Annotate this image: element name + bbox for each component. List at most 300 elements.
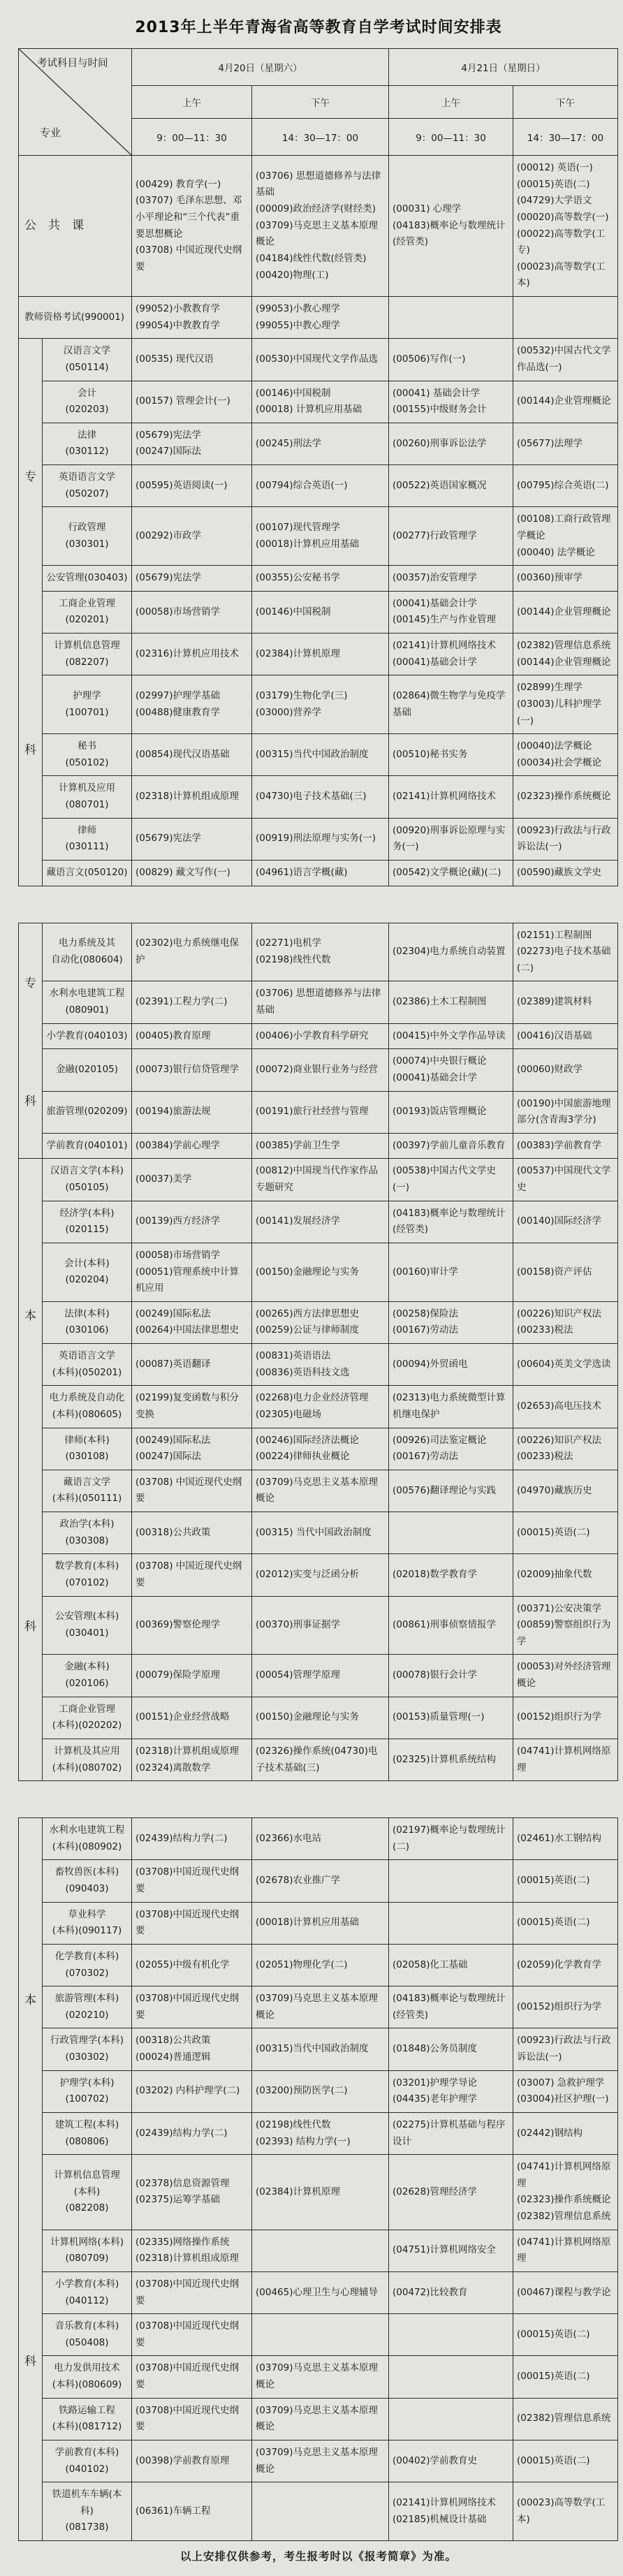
course-cell <box>513 1049 618 1091</box>
course-entry: (03179)生物化学(三) <box>256 690 348 702</box>
course-cell <box>513 1596 618 1655</box>
course-cell <box>252 1428 389 1470</box>
course-cell <box>389 2271 513 2313</box>
course-cell <box>252 1554 389 1596</box>
major-cell <box>43 1655 132 1697</box>
course-entry: (02382)管理信息系统 <box>517 640 611 651</box>
course-entry: (02326)操作系统(04730)电子技术基础(三) <box>256 1745 378 1773</box>
course-entry: (00812)中国现当代作家作品专题研究 <box>256 1165 378 1193</box>
exam-row <box>19 1133 618 1159</box>
course-entry: (02335)网络操作系统 <box>135 2236 230 2248</box>
major-cell <box>43 1201 132 1243</box>
course-entry: (00355)公安秘书学 <box>256 572 340 584</box>
course-cell <box>252 734 389 776</box>
course-entry: (03708) 中国近现代史纲要 <box>135 1560 242 1588</box>
course-entry: (02318)计算机组成原理 <box>135 2253 239 2264</box>
exam-row <box>19 2271 618 2313</box>
course-cell <box>389 2356 513 2398</box>
course-entry: (02461)水工钢结构 <box>517 1832 601 1844</box>
exam-row <box>19 2356 618 2398</box>
course-cell <box>132 1344 252 1386</box>
course-cell <box>513 1818 618 1860</box>
course-cell <box>513 1091 618 1133</box>
course-cell <box>132 1986 252 2028</box>
major-cell <box>43 2482 132 2541</box>
course-entry: (00538)中国古代文学史(一) <box>393 1165 496 1193</box>
course-entry: (02323)操作系统概论 <box>517 2194 611 2206</box>
course-cell <box>252 1860 389 1902</box>
section-label-char: 科 <box>24 743 36 758</box>
course-entry: (00859)警察组织行为学 <box>517 1619 611 1647</box>
course-entry: (02318)计算机组成原理 <box>135 791 239 803</box>
corner-label-subject-time: 考试科目与时间 <box>37 58 108 69</box>
major-name-line: (030112) <box>65 446 109 458</box>
course-entry: (00247)国际法 <box>135 446 201 458</box>
exam-row <box>19 981 618 1023</box>
course-cell <box>513 981 618 1023</box>
major-name-line: 政治学(本科) <box>59 1518 115 1530</box>
course-entry: (00139)西方经济学 <box>135 1215 220 1227</box>
course-cell <box>513 156 618 297</box>
course-entry: (00167)劳动法 <box>393 1451 458 1463</box>
course-cell <box>389 1049 513 1091</box>
section-label-chars <box>19 923 42 1159</box>
course-entry: (00226)知识产权法 <box>517 1308 601 1319</box>
major-name-line: (020203) <box>65 404 109 416</box>
course-entry: (00054)管理学原理 <box>256 1669 340 1681</box>
major-name-line: 旅游管理(020209) <box>46 1106 128 1118</box>
major-name-line: 计算机网络(本科) <box>50 2236 124 2248</box>
course-entry: (02268)电力企业经济管理 <box>256 1392 369 1404</box>
exam-row <box>19 675 618 734</box>
course-entry: (00155)中级财务会计 <box>393 404 487 416</box>
course-entry: (06361)车辆工程 <box>135 2505 211 2517</box>
section-label-chars <box>19 1818 42 2540</box>
course-entry: (02384)计算机原理 <box>256 647 340 659</box>
course-cell <box>513 1470 618 1512</box>
exam-row <box>19 860 618 886</box>
course-entry: (00031) 心理学 <box>393 203 462 215</box>
course-entry: (00024)普通逻辑 <box>135 2051 211 2063</box>
course-entry: (02391)工程力学(二) <box>135 996 228 1008</box>
exam-row <box>19 1344 618 1386</box>
major-name-line: (050207) <box>65 488 109 499</box>
course-entry: (00506)写作(一) <box>393 353 466 365</box>
exam-row <box>19 1049 618 1091</box>
course-cell <box>132 591 252 633</box>
major-name-line: 公安管理(030403) <box>46 572 128 584</box>
course-entry: (00041)基础会计学 <box>393 1071 477 1083</box>
major-name-line: (020204) <box>65 1274 109 1286</box>
exam-row <box>19 591 618 633</box>
course-cell <box>389 1133 513 1159</box>
course-cell <box>513 297 618 339</box>
major-cell <box>43 1133 132 1159</box>
course-cell <box>389 776 513 818</box>
course-entry: (02275)计算机基础与程序设计 <box>393 2118 506 2147</box>
course-cell <box>513 591 618 633</box>
course-entry: (00385)学前卫生学 <box>256 1139 340 1151</box>
course-cell <box>513 818 618 860</box>
course-entry: (03709)马克思主义基本原理概论 <box>256 219 378 248</box>
course-cell <box>389 1512 513 1554</box>
course-cell <box>132 1739 252 1780</box>
course-cell <box>132 818 252 860</box>
course-entry: (00249)国际私法 <box>135 1434 211 1446</box>
course-entry: (03708)中国近现代史纲要 <box>135 2404 239 2433</box>
course-entry: (00072)商业银行业务与经营 <box>256 1064 378 1076</box>
course-cell <box>132 297 252 339</box>
major-name-line: (020106) <box>65 1678 109 1689</box>
course-entry: (00041)基础会计学 <box>393 656 477 668</box>
course-cell <box>252 339 389 381</box>
course-cell <box>513 2356 618 2398</box>
course-entry: (00420)物理(工) <box>256 269 329 281</box>
course-cell <box>252 634 389 675</box>
course-entry: (02439)结构力学(二) <box>135 2127 228 2139</box>
course-entry: (02678)农业推广学 <box>256 1875 340 1887</box>
major-name-line: (本科)(050111) <box>52 1493 122 1505</box>
course-entry: (02366)水电站 <box>256 1832 321 1844</box>
course-entry: (00152)组织行为学 <box>517 1711 601 1723</box>
major-name-line: 学前教育(040101) <box>46 1139 128 1151</box>
course-entry: (00383)学前教育学 <box>517 1139 601 1151</box>
major-cell <box>43 566 132 592</box>
course-entry: (00073)银行信贷管理学 <box>135 1064 239 1076</box>
course-entry: (00015)英语(二) <box>517 1526 590 1538</box>
course-cell <box>389 1596 513 1655</box>
course-cell <box>513 381 618 423</box>
course-cell <box>252 2398 389 2440</box>
course-cell <box>252 1655 389 1697</box>
major-cell <box>43 818 132 860</box>
exam-row <box>19 1697 618 1739</box>
course-entry: (00315)当代中国政治制度 <box>256 2043 369 2055</box>
exam-schedule-table-3 <box>18 1817 618 2541</box>
course-entry: (02313)电力系统微型计算机继电保护 <box>393 1392 506 1420</box>
course-entry: (02382)管理信息系统 <box>517 2211 611 2222</box>
course-cell <box>513 2155 618 2230</box>
course-cell <box>389 566 513 592</box>
course-entry: (02302)电力系统继电保护 <box>135 937 239 965</box>
major-name-line: 法律(本科) <box>64 1308 110 1319</box>
course-entry: (00318)公共政策 <box>135 1526 211 1538</box>
course-entry: (03707) 毛泽东思想、邓小平理论和“三个代表”重要思想概论 <box>135 195 242 240</box>
course-entry: (00141)发展经济学 <box>256 1215 340 1227</box>
course-cell <box>132 1554 252 1596</box>
course-entry: (03709)马克思主义基本原理概论 <box>256 2446 378 2475</box>
course-cell <box>252 465 389 507</box>
major-cell <box>43 1470 132 1512</box>
major-name-line: 铁道机车车辆(本科) <box>52 2489 122 2517</box>
course-entry: (02442)钢结构 <box>517 2127 582 2139</box>
exam-row <box>19 923 618 981</box>
course-entry: (00020)高等数学(一) <box>517 211 609 223</box>
exam-row <box>19 818 618 860</box>
course-entry: (99053)小教心理学 <box>256 303 340 314</box>
date-header-sat: 4月20日（星期六） <box>132 49 389 86</box>
course-entry: (03708)中国近现代史纲要 <box>135 1993 239 2021</box>
major-cell <box>43 1596 132 1655</box>
major-cell <box>43 2028 132 2070</box>
course-cell <box>252 1091 389 1133</box>
exam-row <box>19 507 618 566</box>
course-entry: (00247)国际法 <box>135 1451 201 1463</box>
course-cell <box>132 634 252 675</box>
course-cell <box>513 2230 618 2271</box>
exam-row <box>19 2112 618 2154</box>
course-entry: (02141)计算机网络技术 <box>393 2496 496 2508</box>
course-entry: (00224)律师执业概论 <box>256 1451 350 1463</box>
course-cell <box>389 1428 513 1470</box>
major-name-line: 数学教育(本科) <box>54 1560 119 1572</box>
major-name-line: (070102) <box>65 1576 109 1588</box>
exam-row <box>19 297 618 339</box>
course-cell <box>389 423 513 464</box>
course-cell <box>252 675 389 734</box>
course-entry: (02304)电力系统自动装置 <box>393 946 506 958</box>
course-entry: (03708)中国近现代史纲要 <box>135 1866 239 1894</box>
course-cell <box>252 566 389 592</box>
course-cell <box>513 1428 618 1470</box>
course-cell <box>132 381 252 423</box>
course-entry: (00923)行政法与行政诉讼法(一) <box>517 824 611 853</box>
course-cell <box>252 2356 389 2398</box>
course-entry: (00604)英美文学选读 <box>517 1358 611 1370</box>
course-entry: (00018)计算机应用基础 <box>256 1917 359 1929</box>
course-entry: (03708) 中国近现代史纲要 <box>135 1476 242 1505</box>
course-entry: (02323)操作系统概论 <box>517 791 611 803</box>
course-cell <box>132 1860 252 1902</box>
major-name-line: 行政管理学(本科) <box>50 2035 124 2047</box>
course-entry: (04741)计算机网络原理 <box>517 2236 611 2264</box>
major-name-line: 电力系统及其 <box>59 937 115 949</box>
exam-row <box>19 1596 618 1655</box>
course-entry: (00040) 法学概论 <box>517 546 595 558</box>
exam-row <box>19 1023 618 1049</box>
course-cell <box>389 1697 513 1739</box>
major-name-line: 水利水电建筑工程 <box>49 1824 125 1836</box>
course-cell <box>132 1091 252 1133</box>
course-entry: (03000)营养学 <box>256 706 321 718</box>
major-cell <box>43 981 132 1023</box>
exam-row <box>19 1301 618 1343</box>
major-cell <box>43 1944 132 1986</box>
course-cell <box>132 2440 252 2482</box>
course-entry: (04961)语言学概(藏) <box>256 866 348 878</box>
course-cell <box>389 860 513 886</box>
course-cell <box>513 566 618 592</box>
major-cell <box>43 1023 132 1049</box>
course-cell <box>513 1554 618 1596</box>
course-cell <box>513 1986 618 2028</box>
course-cell <box>252 1201 389 1243</box>
course-cell <box>513 2070 618 2112</box>
course-entry: (02009)抽象代数 <box>517 1569 592 1581</box>
course-entry: (00009)政治经济学(财经类) <box>256 203 376 215</box>
course-entry: (03003)儿科护理学(一) <box>517 698 601 726</box>
major-name-line: (080709) <box>65 2253 109 2264</box>
major-name-line: 藏语言文学 <box>63 1476 111 1488</box>
course-entry: (03708)中国近现代史纲要 <box>135 1908 239 1937</box>
course-entry: (02305)电磁场 <box>256 1408 321 1420</box>
time-header-pm: 14：30—17：00 <box>513 119 618 156</box>
course-entry: (00146)中国税制 <box>256 606 331 617</box>
course-cell <box>252 1697 389 1739</box>
course-entry: (02199)复变函数与积分变换 <box>135 1392 239 1420</box>
course-entry: (00015)英语(二) <box>517 2454 590 2466</box>
exam-row <box>19 1091 618 1133</box>
exam-row <box>19 339 618 381</box>
course-entry: (00465)心理卫生与心理辅导 <box>256 2286 378 2298</box>
course-cell <box>252 156 389 297</box>
course-entry: (04184)线性代数(经管类) <box>256 252 367 264</box>
major-name-line: 电力发供用技术 <box>54 2362 120 2374</box>
course-entry: (02382)管理信息系统 <box>517 2413 611 2424</box>
course-cell <box>389 1944 513 1986</box>
course-cell <box>513 1512 618 1554</box>
major-name-line: (本科) <box>73 2186 101 2197</box>
course-entry: (02141)计算机网络技术 <box>393 791 496 803</box>
session-header-pm: 下午 <box>513 86 618 119</box>
course-cell <box>513 2398 618 2440</box>
major-name-line: 藏语言文(050120) <box>46 866 128 878</box>
course-cell <box>389 675 513 734</box>
major-name-line: 畜牧兽医(本科) <box>54 1866 119 1878</box>
course-cell <box>132 1655 252 1697</box>
course-cell <box>389 2398 513 2440</box>
course-cell <box>389 1739 513 1780</box>
course-entry: (03200)预防医学(二) <box>256 2085 348 2097</box>
course-cell <box>389 1818 513 1860</box>
major-name-line: (030302) <box>65 2051 109 2063</box>
exam-row <box>19 1159 618 1201</box>
section-label <box>19 1159 43 1781</box>
exam-row <box>19 2314 618 2356</box>
course-cell <box>389 2028 513 2070</box>
major-cell <box>43 1344 132 1386</box>
course-entry: (04183)概率论与数理统计(经管类) <box>393 1993 506 2021</box>
course-entry: (00226)知识产权法 <box>517 1434 601 1446</box>
major-name-line: 水利水电建筑工程 <box>49 988 125 1000</box>
course-entry: (00429) 教育学(一) <box>135 178 221 190</box>
course-cell <box>252 860 389 886</box>
exam-row <box>19 1655 618 1697</box>
course-entry: (00233)税法 <box>517 1324 573 1336</box>
major-name-line: (040102) <box>65 2463 109 2475</box>
major-name-line: (020201) <box>65 614 109 626</box>
major-cell <box>43 2070 132 2112</box>
course-entry: (00144)企业管理概论 <box>517 395 611 407</box>
major-cell <box>43 1739 132 1780</box>
course-entry: (00060)财政学 <box>517 1064 582 1076</box>
exam-row <box>19 1470 618 1512</box>
major-cell <box>43 381 132 423</box>
course-entry: (00040)法学概论 <box>517 740 592 752</box>
course-entry: (00144)企业管理概论 <box>517 606 611 617</box>
major-name-line: 经济学(本科) <box>59 1207 115 1219</box>
course-cell <box>513 1301 618 1343</box>
course-entry: (00078)银行会计学 <box>393 1669 477 1681</box>
course-cell <box>252 2482 389 2541</box>
course-entry: (00265)西方法律思想史 <box>256 1308 359 1319</box>
course-cell <box>252 818 389 860</box>
course-entry: (00292)市政学 <box>135 529 201 541</box>
section-label-char: 专 <box>24 976 36 991</box>
course-entry: (02018)数学教育学 <box>393 1569 477 1581</box>
major-name-line: 汉语言文学 <box>63 345 111 357</box>
major-name-line: (本科)(081712) <box>52 2421 122 2433</box>
date-header-sun: 4月21日（星期日） <box>389 49 618 86</box>
course-entry: (00245)刑法学 <box>256 437 321 449</box>
course-cell <box>132 1023 252 1049</box>
session-header-pm: 下午 <box>252 86 389 119</box>
course-cell <box>389 981 513 1023</box>
course-cell <box>513 1243 618 1301</box>
course-cell <box>513 1386 618 1428</box>
course-cell <box>513 2482 618 2541</box>
course-entry: (00145)生产与作业管理 <box>393 614 496 626</box>
course-entry: (00037)美学 <box>135 1173 192 1185</box>
major-name-line: 会计 <box>78 387 96 399</box>
course-cell <box>389 381 513 423</box>
course-entry: (00260)刑事诉讼法学 <box>393 437 487 449</box>
course-entry: (04751)计算机网络安全 <box>393 2244 496 2256</box>
course-entry: (00041)基础会计学 <box>393 597 477 609</box>
course-entry: (00018) 计算机应用基础 <box>256 404 362 416</box>
course-entry: (02386)土木工程制图 <box>393 996 487 1008</box>
course-cell <box>132 2028 252 2070</box>
course-entry: (04970)藏族历史 <box>517 1484 592 1496</box>
course-entry: (00190)中国旅游地理部分(含青海3学分) <box>517 1097 611 1126</box>
course-cell <box>252 2230 389 2271</box>
course-cell <box>389 1023 513 1049</box>
course-entry: (00530)中国现代文学作品选 <box>256 353 378 365</box>
course-entry: (00015)英语(二) <box>517 2328 590 2340</box>
course-cell <box>132 566 252 592</box>
course-cell <box>513 1655 618 1697</box>
time-header-pm: 14：30—17：00 <box>252 119 389 156</box>
course-entry: (02012)实变与泛函分析 <box>256 1569 359 1581</box>
course-cell <box>252 2112 389 2154</box>
section-label-char: 科 <box>24 1620 36 1634</box>
major-name-line: (050102) <box>65 756 109 768</box>
exam-row <box>19 1428 618 1470</box>
course-entry: (03708)中国近现代史纲要 <box>135 2278 239 2306</box>
course-cell <box>132 2112 252 2154</box>
exam-row <box>19 156 618 297</box>
exam-schedule-table-2 <box>18 923 618 1782</box>
major-name-line: 旅游管理(本科) <box>54 1993 119 2005</box>
course-cell <box>132 1697 252 1739</box>
major-name-line: (050114) <box>65 361 109 373</box>
course-cell <box>252 591 389 633</box>
course-cell <box>132 860 252 886</box>
course-entry: (03709)马克思主义基本原理概论 <box>256 1993 378 2021</box>
major-cell <box>43 2440 132 2482</box>
major-name-line: (本科)(050201) <box>52 1366 122 1378</box>
course-entry: (00402)学前教育史 <box>393 2454 477 2466</box>
major-name-line: (082208) <box>65 2202 109 2214</box>
course-entry: (00415)中外文学作品导读 <box>393 1030 506 1041</box>
course-cell <box>252 381 389 423</box>
course-cell <box>252 1344 389 1386</box>
major-name-line: (080806) <box>65 2135 109 2147</box>
course-entry: (01848)公务员制度 <box>393 2043 477 2055</box>
exam-row <box>19 1944 618 1986</box>
course-cell <box>513 1201 618 1243</box>
major-name-line: (081738) <box>65 2522 109 2533</box>
